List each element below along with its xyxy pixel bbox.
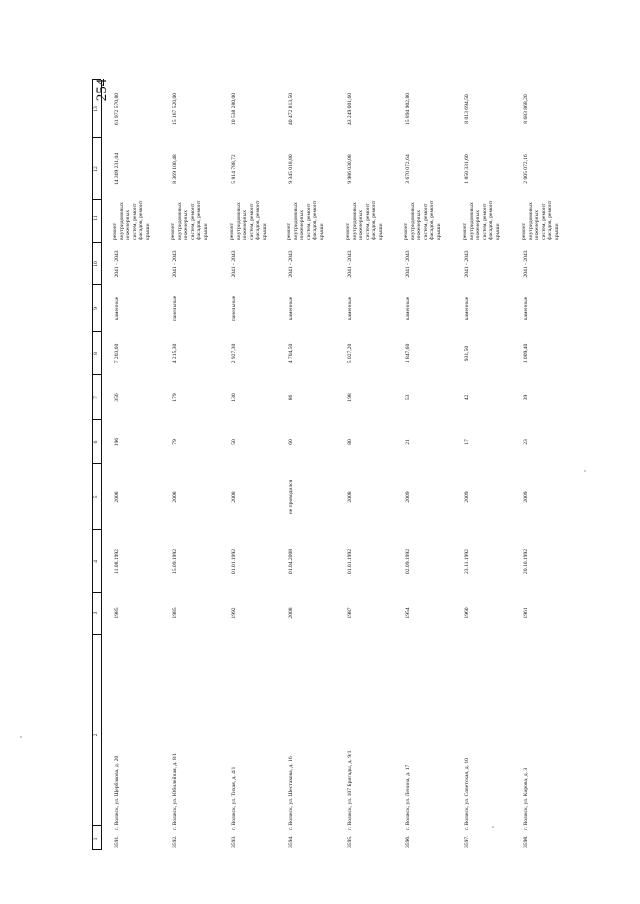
- table-cell: 5 814 788,72: [231, 154, 237, 184]
- table-cell: 10 538 280,00: [231, 92, 237, 126]
- table-cell: 01.01.1992: [231, 548, 237, 575]
- table-cell: ремонт внутридомовых инженерных систем, ремонт фасадов, ремонт крыши: [521, 200, 560, 240]
- table-cell: 8 683 868,20: [523, 94, 529, 124]
- table-cell: каменные: [523, 296, 529, 321]
- table-cell: 8 013 694,50: [464, 94, 470, 124]
- table-cell: 2041 - 2043: [231, 250, 237, 278]
- table-cell: 198: [347, 393, 353, 402]
- table-cell: каменные: [114, 296, 120, 321]
- row-address: г. Волжск, ул. Ленина, д. 17: [405, 764, 411, 830]
- table-cell: 1960: [464, 607, 470, 619]
- table-cell: 2008: [347, 491, 353, 503]
- table-cell: каменные: [464, 296, 470, 321]
- column-header: 4: [93, 560, 99, 563]
- table-cell: 2041 - 2043: [347, 250, 353, 278]
- table-cell: 2008: [231, 491, 237, 503]
- table-cell: 39: [523, 394, 529, 401]
- row-number: 3598.: [523, 835, 529, 848]
- table-cell: 4 704,50: [288, 343, 294, 364]
- table-cell: 1985: [114, 607, 120, 619]
- table-cell: 2 005 072,16: [523, 154, 529, 184]
- table-cell: ремонт внутридомовых инженерных систем, ремонт фасадов, ремонт крыши: [229, 200, 268, 240]
- table-cell: 1961: [523, 607, 529, 619]
- table-cell: 179: [172, 393, 178, 402]
- row-number: 3593.: [231, 835, 237, 848]
- row-address: г. Волжск, ул. Шестакова, д. 16: [288, 756, 294, 830]
- table-cell: ремонт внутридомовых инженерных систем, ремонт фасадов, ремонт крыши: [112, 200, 151, 240]
- table-cell: 196: [114, 437, 120, 447]
- table-cell: 01.04.2008: [288, 548, 294, 575]
- table-cell: ремонт внутридомовых инженерных систем, ремонт фасадов, ремонт крыши: [462, 200, 501, 240]
- table-cell: 1 847,60: [405, 343, 411, 364]
- table-cell: 4 215,30: [172, 343, 178, 364]
- table-cell: 1954: [405, 607, 411, 619]
- table-cell: каменные: [347, 296, 353, 321]
- column-header: 6: [93, 440, 99, 444]
- page-number: 254: [94, 78, 110, 102]
- row-number: 3592.: [172, 835, 178, 848]
- table-cell: 15 894 902,80: [405, 92, 411, 126]
- table-cell: панельные: [231, 295, 237, 322]
- table-header-border: [101, 80, 102, 850]
- table-cell: 61 972 570,80: [114, 92, 120, 126]
- column-header: 11: [93, 215, 99, 221]
- table-cell: 2041 - 2043: [523, 250, 529, 278]
- column-header: 8: [93, 352, 99, 355]
- table-cell: 2009: [523, 491, 529, 503]
- table-cell: 1987: [347, 607, 353, 619]
- table-cell: 1 850 331,60: [464, 154, 470, 184]
- table-cell: 02.09.1992: [405, 548, 411, 575]
- table-cell: 1985: [172, 607, 178, 619]
- column-header: 3: [93, 611, 99, 615]
- table-cell: ремонт внутридомовых инженерных систем, ремонт фасадов, ремонт крыши: [286, 200, 325, 240]
- column-header: 9: [93, 307, 99, 310]
- column-header: 12: [93, 166, 99, 172]
- table-cell: 7 203,60: [114, 343, 120, 364]
- table-cell: 17: [464, 439, 470, 445]
- column-header: 13: [93, 106, 99, 112]
- table-cell: 2008: [114, 491, 120, 503]
- table-cell: 15.09.1992: [172, 548, 178, 575]
- row-number: 3596.: [405, 835, 411, 848]
- table-cell: 931,50: [464, 345, 470, 362]
- column-header: 1: [93, 837, 99, 841]
- row-number: 3595.: [347, 835, 353, 848]
- scan-speck: [20, 736, 22, 738]
- table-cell: 5 027,20: [347, 343, 353, 364]
- row-number: 3597.: [464, 835, 470, 848]
- table-cell: 01.01.1992: [347, 548, 353, 575]
- table-cell: ремонт внутридомовых инженерных систем, ремонт фасадов, ремонт крыши: [345, 200, 384, 240]
- table-cell: 9 345 018,80: [288, 154, 294, 184]
- row-number: 3591.: [114, 835, 120, 848]
- table-cell: ремонт внутридомовых инженерных систем, ремонт фасадов, ремонт крыши: [170, 200, 209, 240]
- table-cell: не проводился: [288, 479, 294, 515]
- table-cell: 23.11.1992: [464, 549, 470, 574]
- table-cell: 2041 - 2043: [464, 250, 470, 278]
- table-cell: 2009: [405, 491, 411, 503]
- header-divider: [92, 849, 101, 850]
- table-cell: 11.08.1992: [114, 549, 120, 574]
- column-header: 2: [93, 733, 99, 737]
- column-header: 5: [93, 495, 99, 499]
- table-cell: 1 009,40: [523, 343, 529, 364]
- table-cell: 42: [464, 394, 470, 401]
- table-cell: 2009: [464, 491, 470, 503]
- table-cell: 8 369 100,48: [172, 154, 178, 184]
- table-cell: 130: [231, 393, 237, 402]
- row-number: 3594.: [288, 835, 294, 848]
- table-cell: 79: [172, 439, 178, 445]
- scan-speck: [584, 470, 586, 472]
- table-cell: ремонт внутридомовых инженерных систем, ремонт фасадов, ремонт крыши: [403, 200, 442, 240]
- table-cell: 40 472 813,50: [288, 92, 294, 126]
- table-cell: 2008: [288, 607, 294, 619]
- table-cell: 21: [405, 439, 411, 445]
- table-cell: 53: [405, 394, 411, 401]
- row-address: г. Волжск, ул. 107 Бригады, д. 9/1: [347, 750, 353, 830]
- table-cell: 2041 - 2043: [405, 250, 411, 278]
- table-cell: 14 309 231,04: [114, 152, 120, 186]
- document-table: [92, 80, 560, 850]
- table-cell: 1992: [231, 607, 237, 619]
- row-address: г. Волжск, ул. Юбилейная, д. 8/1: [172, 752, 178, 830]
- table-cell: 9 986 030,08: [347, 154, 353, 184]
- table-cell: 2041 - 2043: [288, 250, 294, 278]
- table-cell: 2041 - 2043: [172, 250, 178, 278]
- header-divider: [92, 634, 101, 635]
- table-cell: 2008: [172, 491, 178, 503]
- table-cell: 20.10.1992: [523, 548, 529, 575]
- row-address: г. Волжск, ул. Советская, д. 10: [464, 758, 470, 830]
- table-cell: 60: [288, 439, 294, 445]
- table-cell: 43 249 001,60: [347, 92, 353, 126]
- table-cell: 15 167 520,00: [172, 92, 178, 126]
- table-cell: 50: [231, 439, 237, 445]
- table-cell: 86: [288, 394, 294, 401]
- table-cell: 3 670 072,64: [405, 154, 411, 184]
- table-cell: каменные: [405, 296, 411, 321]
- table-cell: панельные: [172, 295, 178, 322]
- table-cell: 2041 - 2043: [114, 250, 120, 278]
- table-cell: 2 927,30: [231, 343, 237, 364]
- row-address: г. Волжск, ул. Кирова, д. 3: [523, 767, 529, 830]
- table-cell: 356: [114, 393, 120, 402]
- row-address: г. Волжск, ул. Щербакова, д. 20: [114, 755, 120, 830]
- table-cell: 80: [347, 439, 353, 445]
- table-cell: каменные: [288, 296, 294, 321]
- column-header: 7: [93, 396, 99, 399]
- row-address: г. Волжск, ул. Тихая, д. 4/1: [231, 766, 237, 830]
- column-header: 10: [93, 261, 99, 267]
- table-cell: 23: [523, 439, 529, 445]
- scan-speck: [492, 826, 494, 828]
